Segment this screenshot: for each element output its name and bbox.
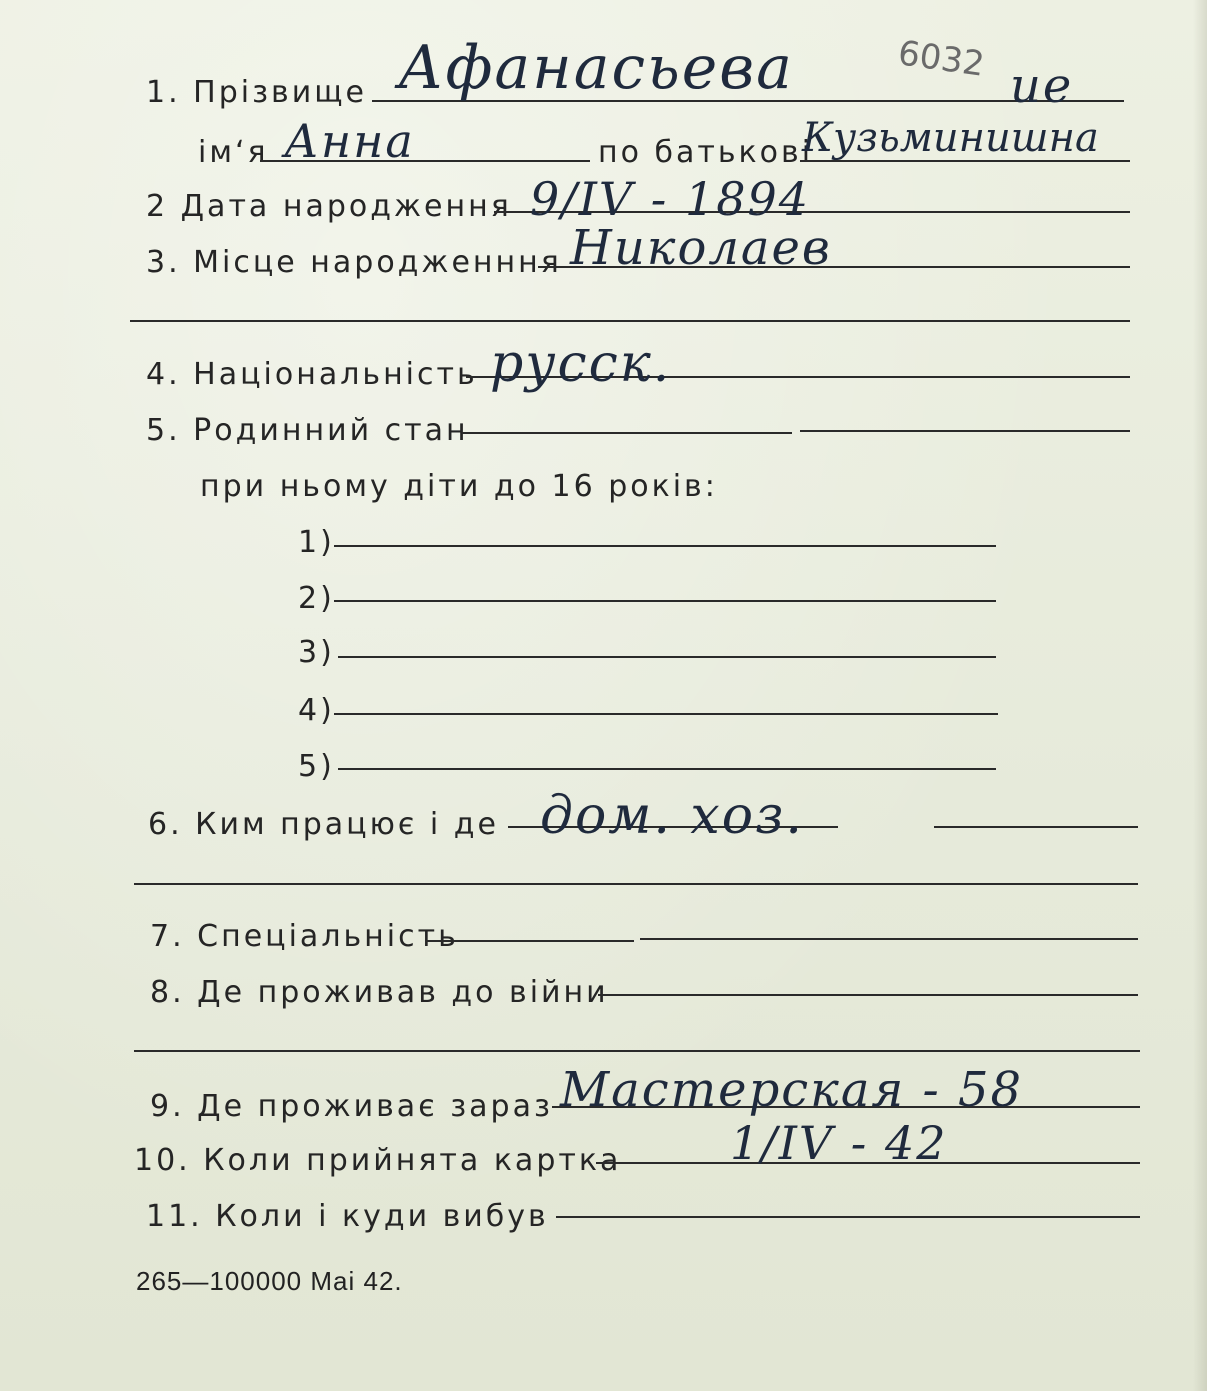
work-label: 6. Ким працює і де — [148, 807, 499, 842]
prewar-line — [598, 994, 1138, 996]
nationality-value: русск. — [490, 334, 672, 394]
card-edge-shadow — [1193, 0, 1207, 1391]
printer-imprint: 265—100000 Mai 42. — [136, 1266, 403, 1296]
marital-label: 5. Родинний стан — [146, 413, 469, 448]
children-label: при ньому діти до 16 років: — [200, 469, 718, 504]
surname-label: 1. Прізвище — [146, 75, 367, 110]
surname-suffix: ие — [1010, 58, 1074, 114]
child-2-label: 2) — [298, 581, 335, 616]
prewar-line-2 — [134, 1050, 1140, 1052]
specialty-label: 7. Спеціальність — [150, 919, 459, 954]
specialty-line-b — [640, 938, 1138, 940]
child-4-label: 4) — [298, 693, 335, 728]
child-4-line — [334, 713, 998, 715]
card-accepted-value: 1/IV - 42 — [730, 1116, 948, 1170]
departed-line — [556, 1216, 1140, 1218]
dob-value: 9/IV - 1894 — [530, 172, 811, 226]
pob-value: Николаев — [570, 220, 832, 276]
child-3-label: 3) — [298, 635, 335, 670]
dob-label: 2 Дата народження — [146, 189, 512, 224]
pob-label: 3. Місце народженння — [146, 245, 562, 280]
work-line-b — [934, 826, 1138, 828]
card-accepted-label: 10. Коли прийнята картка — [134, 1143, 622, 1178]
name-label: ім‘я — [198, 135, 269, 170]
work-value: дом. хоз. — [540, 786, 804, 846]
child-2-line — [334, 600, 996, 602]
pob-line-2 — [130, 320, 1130, 322]
name-value: Анна — [284, 114, 415, 168]
patronymic-value: Кузьминишна — [802, 115, 1099, 161]
marital-line-b — [800, 430, 1130, 432]
specialty-line-a — [426, 940, 634, 942]
child-5-label: 5) — [298, 749, 335, 784]
work-line-2 — [134, 883, 1138, 885]
nationality-label: 4. Національність — [146, 357, 478, 392]
card-number-stamp: 6032 — [895, 33, 987, 85]
marital-line-a — [462, 432, 792, 434]
current-address-value: Мастерская - 58 — [560, 1062, 1024, 1118]
surname-value: Афанасьева — [398, 33, 794, 103]
patronymic-label: по батькові — [598, 135, 814, 170]
current-address-label: 9. Де проживає зараз — [150, 1089, 553, 1124]
child-1-line — [334, 545, 996, 547]
child-1-label: 1) — [298, 525, 335, 560]
child-5-line — [338, 768, 996, 770]
prewar-label: 8. Де проживав до війни — [150, 975, 609, 1010]
child-3-line — [338, 656, 996, 658]
departed-label: 11. Коли і куди вибув — [146, 1199, 549, 1234]
